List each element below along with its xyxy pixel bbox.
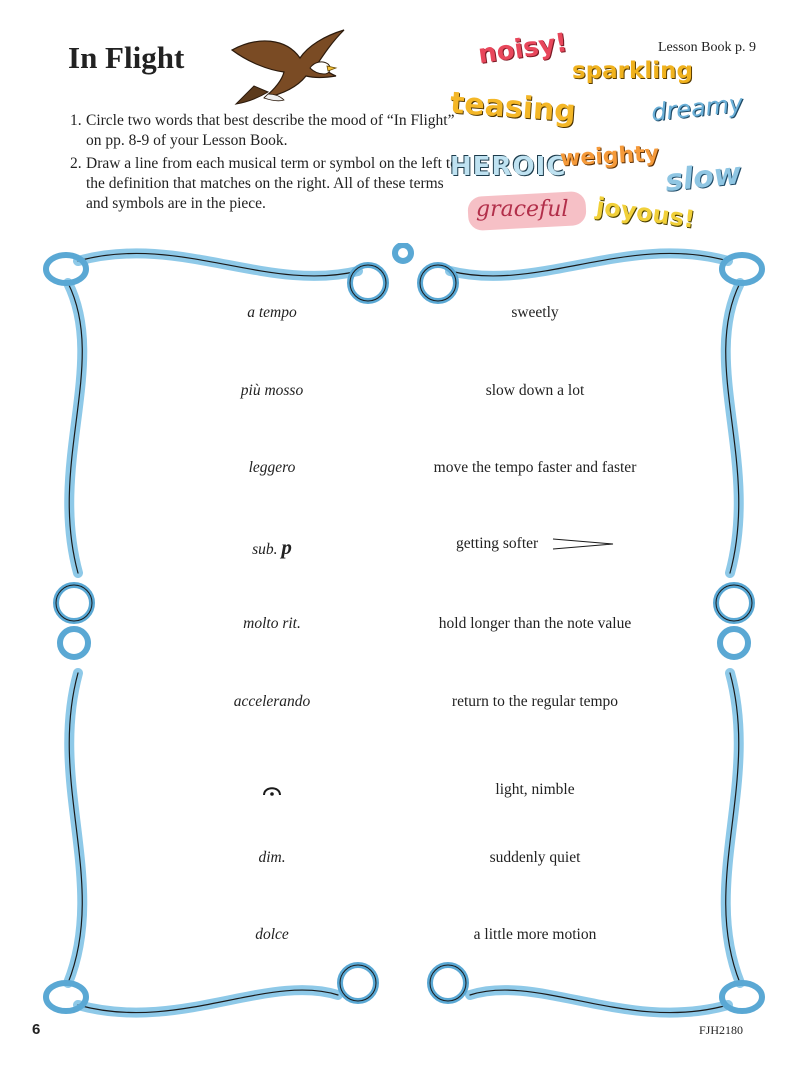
instructions-list xyxy=(70,111,462,217)
match-row xyxy=(0,926,800,950)
lesson-reference: Lesson Book p. 9 xyxy=(658,40,756,55)
match-row xyxy=(0,459,800,483)
match-row xyxy=(0,535,800,559)
definition-getting-softer-text: getting softer xyxy=(455,535,539,552)
instruction-number: 2. xyxy=(70,155,82,172)
book-code: FJH2180 xyxy=(699,1023,744,1037)
definition-slow-down[interactable]: slow down a lot xyxy=(485,382,585,399)
instruction-item xyxy=(70,154,462,214)
term-dolce[interactable]: dolce xyxy=(255,926,289,943)
instruction-text: Circle two words that best describe the mood of “In Flight” on pp. 8-9 of your Lesson Book. xyxy=(86,112,455,149)
page-title: In Flight xyxy=(68,40,185,75)
match-row xyxy=(0,781,800,805)
instruction-item xyxy=(70,111,462,151)
mood-word-noisy[interactable]: noisy! xyxy=(476,27,570,71)
dynamic-p: p xyxy=(281,535,292,559)
mood-word-joyous[interactable]: joyous! xyxy=(594,192,697,234)
decrescendo-icon xyxy=(552,537,614,551)
definition-light-nimble[interactable]: light, nimble xyxy=(495,781,575,798)
mood-word-sparkling[interactable]: sparkling xyxy=(572,58,693,84)
term-sub-p[interactable] xyxy=(172,535,372,560)
definition-sweetly[interactable]: sweetly xyxy=(511,304,559,321)
term-a-tempo[interactable]: a tempo xyxy=(247,304,297,321)
definition-getting-softer[interactable] xyxy=(385,535,685,553)
mood-word-dreamy[interactable]: dreamy xyxy=(649,89,745,127)
fermata-icon[interactable] xyxy=(262,783,282,797)
mood-word-cloud xyxy=(448,22,768,247)
match-row xyxy=(0,382,800,406)
mood-word-weighty[interactable]: weighty xyxy=(559,141,660,172)
match-row xyxy=(0,615,800,639)
instruction-text: Draw a line from each musical term or symbol on the left to the definition that matches on the right. All of these terms and symbols are in the piece. xyxy=(86,155,458,212)
mood-word-graceful[interactable]: graceful xyxy=(476,197,569,222)
term-leggero[interactable]: leggero xyxy=(248,459,296,476)
term-piu-mosso[interactable]: più mosso xyxy=(240,382,304,399)
mood-word-teasing[interactable]: teasing xyxy=(448,85,577,130)
definition-faster[interactable]: move the tempo faster and faster xyxy=(433,459,637,476)
match-row xyxy=(0,849,800,873)
term-dim[interactable]: dim. xyxy=(258,849,286,866)
instruction-number: 1. xyxy=(70,112,82,129)
definition-suddenly-quiet[interactable]: suddenly quiet xyxy=(489,849,581,866)
definition-hold-longer[interactable]: hold longer than the note value xyxy=(438,615,632,632)
mood-word-heroic[interactable]: HEROIC xyxy=(450,152,567,182)
term-molto-rit[interactable]: molto rit. xyxy=(243,615,301,632)
term-sub-prefix: sub. xyxy=(252,541,278,558)
eagle-icon xyxy=(228,28,346,106)
match-row xyxy=(0,304,800,328)
match-row xyxy=(0,693,800,717)
definition-more-motion[interactable]: a little more motion xyxy=(473,926,597,943)
definition-return-tempo[interactable]: return to the regular tempo xyxy=(451,693,619,710)
term-accelerando[interactable]: accelerando xyxy=(233,693,311,710)
page-number: 6 xyxy=(32,1021,41,1038)
mood-word-slow[interactable]: slow xyxy=(663,156,744,199)
